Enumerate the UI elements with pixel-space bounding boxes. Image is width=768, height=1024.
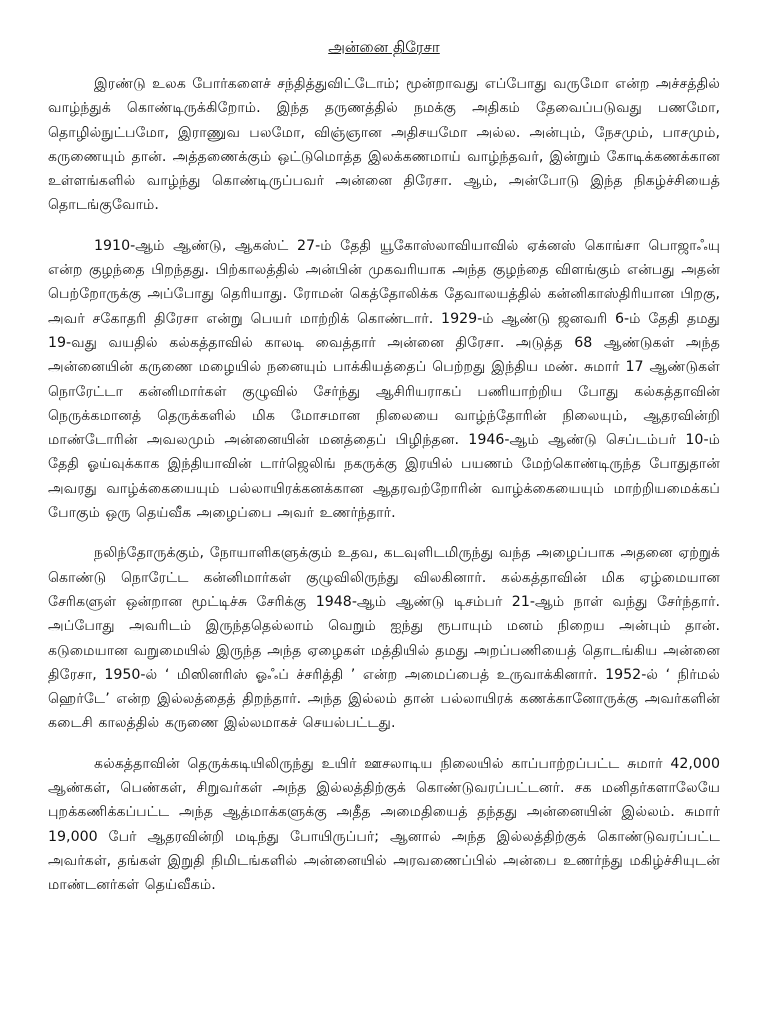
document-page <box>48 36 720 914</box>
paragraph-2: 1910-ஆம் ஆண்டு, ஆகஸ்ட் 27-ம் தேதி யூகோஸ்லாவியாவில் ஏக்னஸ் கொங்சா பொஜாஃயு என்ற குழந்தை பிறந்தது. பிற்காலத்தில் அன்பின் முகவரியாக அந்த குழந்தை விளங்கும் என்பது அதன் பெற்றோருக்கு அப்போது தெரியாது. ரோமன் கெத்தோலிக்க தேவாலயத்தில் கன்னிகாஸ்திரியான பிறகு, அவர் சகோதரி திரேசா என்று பெயர் மாற்றிக் கொண்டார். 1929-ம் ஆண்டு ஜனவரி 6-ம் தேதி தமது 19-வது வயதில் கல்கத்தாவில் காலடி வைத்தார் அன்னை திரேசா. அடுத்த 68 ஆண்டுகள் அந்த அன்னையின் கருணை மழையில் நனையும் பாக்கியத்தைப் பெற்றது இந்திய மண். சுமார் 17 ஆண்டுகள் நொரேட்டா கன்னிமார்கள் குழுவில் சேர்ந்து ஆசிரியராகப் பணியாற்றிய போது கல்கத்தாவின் நெருக்கமானத் தெருக்களில் மிக மோசமான நிலையை வாழ்ந்தோரின் நிலையும், ஆதரவின்றி மாண்டோரின் அவலமும் அன்னையின் மனத்தைப் பிழிந்தன. 1946-ஆம் ஆண்டு செப்டம்பர் 10-ம் தேதி ஓய்வுக்காக இந்தியாவின் டார்ஜெலிங் நகருக்கு இரயில் பயணம் மேற்கொண்டிருந்த போதுதான் அவரது வாழ்க்கையையும் பல்லாயிரக்கனக்கான ஆதரவற்றோரின் வாழ்க்கையையும் மாற்றியமைக்கப் போகும் ஒரு தெய்வீக அழைப்பை அவர் உணர்ந்தார். <box>48 237 720 522</box>
paragraph-4: கல்கத்தாவின் தெருக்கடியிலிருந்து உயிர் ஊசலாடிய நிலையில் காப்பாற்றப்பட்ட சுமார் 42,000 ஆண்கள், பெண்கள், சிறுவர்கள் அந்த இல்லத்திற்குக் கொண்டுவரப்பட்டனர். சக மனிதர்களாலேயே புறக்கணிக்கப்பட்ட அந்த ஆத்மாக்களுக்கு அதீத அமைதியைத் தந்தது அன்னையின் இல்லம். சுமார் 19,000 பேர் ஆதரவின்றி மடிந்து போயிருப்பர்; ஆனால் அந்த இல்லத்திற்குக் கொண்டுவரப்பட்ட அவர்கள், தங்கள் இறுதி நிமிடங்களில் அன்னையில் அரவணைப்பில் அன்பை உணர்ந்து மகிழ்ச்சியுடன் மாண்டனர்கள் தெய்வீகம். <box>48 755 720 894</box>
paragraph-3: நலிந்தோருக்கும், நோயாளிகளுக்கும் உதவ, கடவுளிடமிருந்து வந்த அழைப்பாக அதனை ஏற்றுக் கொண்டு நொரேட்ட கன்னிமார்கள் குழுவிலிருந்து விலகினார். கல்கத்தாவின் மிக ஏழ்மையான சேரிகளுள் ஒன்றான மூட்டிச்சு சேரிக்கு 1948-ஆம் ஆண்டு டிசம்பர் 21-ஆம் நாள் வந்து சேர்ந்தார். அப்போது அவரிடம் இருந்ததெல்லாம் வெறும் ஐந்து ரூபாயும் மனம் நிறைய அன்பும் தான். கடுமையான வறுமையில் இருந்த அந்த ஏழைகள் மத்தியில் தமது அறப்பணியைத் தொடங்கிய அன்னை திரேசா, 1950-ல் ‘ மிஸினரிஸ் ஓஃப் ச்சரித்தி ’ என்ற அமைப்பைத் உருவாக்கினார். 1952-ல் ‘ நிர்மல் ஹெர்டே’ என்ற இல்லத்தைத் திறந்தார். அந்த இல்லம் தான் பல்லாயிரக் கணக்கானோருக்கு அவர்களின் கடைசி காலத்தில் கருணை இல்லமாகச் செயல்பட்டது. <box>48 545 720 732</box>
page-title: அன்னை திரேசா <box>328 38 440 56</box>
paragraph-1: இரண்டு உலக போர்களைச் சந்தித்துவிட்டோம்; மூன்றாவது எப்போது வருமோ என்ற அச்சத்தில் வாழ்ந்துக் கொண்டிருக்கிறோம். இந்த தருணத்தில் நமக்கு அதிகம் தேவைப்படுவது பணமோ, தொழில்நுட்பமோ, இராணுவ பலமோ, விஞ்ஞான அதிசயமோ அல்ல. அன்பும், நேசமும், பாசமும், கருணையும் தான். அத்தணைக்கும் ஒட்டுமொத்த இலக்கணமாய் வாழ்ந்தவர், இன்றும் கோடிக்கணக்கான உள்ளங்களில் வாழ்ந்து கொண்டிருப்பவர் அன்னை திரேசா. ஆம், அன்போடு இந்த நிகழ்ச்சியைத் தொடங்குவோம். <box>48 76 720 214</box>
